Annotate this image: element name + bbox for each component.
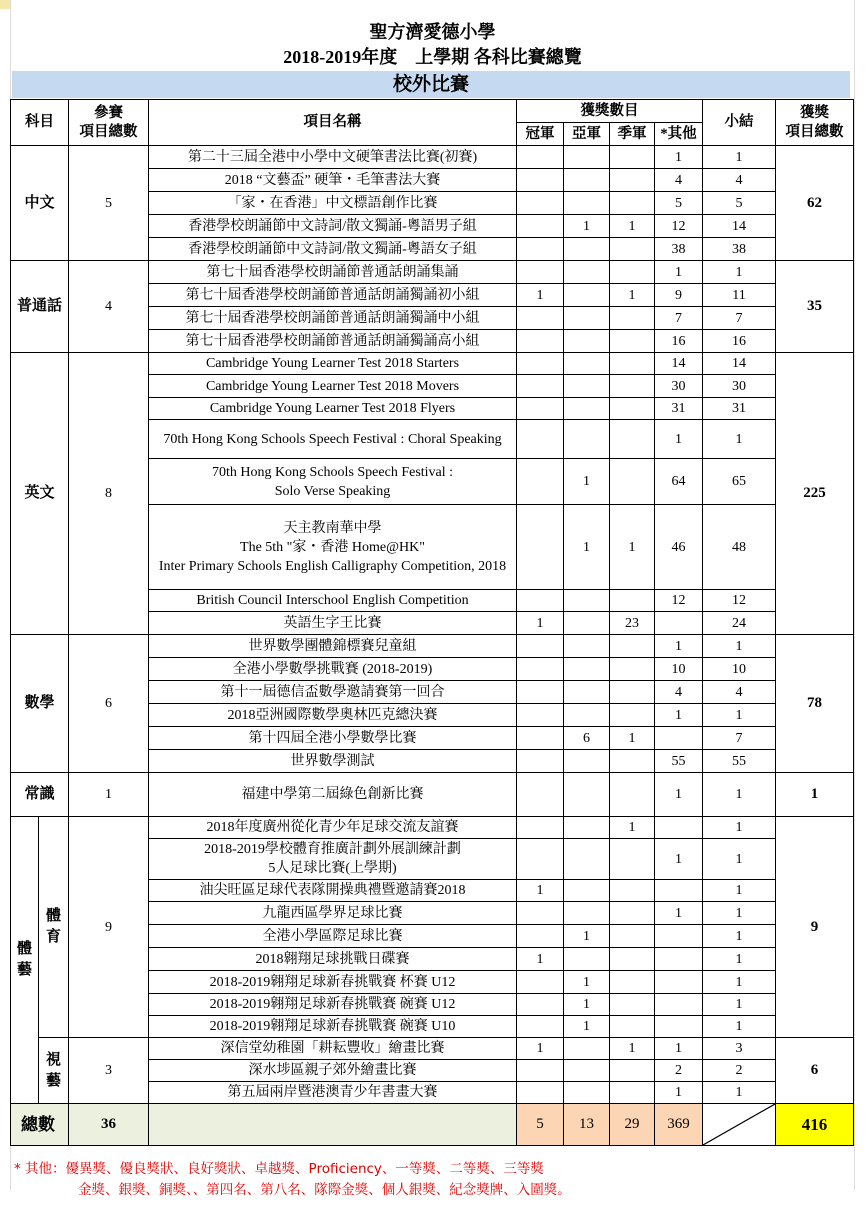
others-count (655, 971, 703, 994)
item-name: 油尖旺區足球代表隊開操典禮暨邀請賽2018 (149, 880, 517, 902)
row-subtotal: 7 (703, 307, 776, 330)
subject-chinese: 中文 (11, 146, 69, 261)
first-runner-up-count: 1 (564, 971, 610, 994)
champion-count: 1 (517, 612, 564, 635)
row-subtotal: 48 (703, 505, 776, 590)
item-name: 英語生字王比賽 (149, 612, 517, 635)
table-row (11, 817, 854, 839)
others-count: 9 (655, 284, 703, 307)
others-count: 4 (655, 681, 703, 704)
item-name: 2018-2019翱翔足球新春挑戰賽 碗賽 U12 (149, 994, 517, 1016)
item-name: 第二十三屆全港中小學中文硬筆書法比賽(初賽) (149, 146, 517, 169)
first-runner-up-count (564, 307, 610, 330)
row-subtotal: 16 (703, 330, 776, 353)
col-champion: 冠軍 (517, 123, 564, 146)
item-name: 2018 “文藝盃” 硬筆・毛筆書法大賽 (149, 169, 517, 192)
first-runner-up-count: 6 (564, 727, 610, 750)
champion-count (517, 1060, 564, 1082)
entries-pe: 9 (69, 817, 149, 1038)
item-name: 福建中學第二屆綠色創新比賽 (149, 773, 517, 817)
first-runner-up-count (564, 902, 610, 925)
others-count: 16 (655, 330, 703, 353)
summary-label: 總數 (11, 1104, 69, 1146)
row-subtotal: 1 (703, 773, 776, 817)
others-count: 38 (655, 238, 703, 261)
subject-arts (11, 817, 39, 1104)
others-count (655, 994, 703, 1016)
first-runner-up-count (564, 330, 610, 353)
item-name: 2018-2019翱翔足球新春挑戰賽 杯賽 U12 (149, 971, 517, 994)
spreadsheet-corner (0, 0, 865, 9)
item-name: 第七十屆香港學校朗誦節普通話朗誦集誦 (149, 261, 517, 284)
summary-champion: 5 (517, 1104, 564, 1146)
item-name (149, 839, 517, 880)
others-count: 55 (655, 750, 703, 773)
awards-total-english: 225 (776, 353, 854, 635)
second-runner-up-count (610, 375, 655, 398)
second-runner-up-count (610, 307, 655, 330)
second-runner-up-count (610, 750, 655, 773)
subject-putonghua: 普通話 (11, 261, 69, 353)
second-runner-up-count: 1 (610, 727, 655, 750)
item-name-line: 2018-2019學校體育推廣計劃外展訓練計劃 (204, 842, 461, 857)
item-name-line: Solo Verse Speaking (274, 483, 391, 499)
second-runner-up-count (610, 948, 655, 971)
summary-second-runner-up: 29 (610, 1104, 655, 1146)
row-subtotal: 1 (703, 704, 776, 727)
row-subtotal: 38 (703, 238, 776, 261)
diagonal-slash (703, 1104, 775, 1145)
col-first-runner-up: 亞軍 (564, 123, 610, 146)
subject-pe-l2: 育 (45, 929, 61, 945)
second-runner-up-count (610, 590, 655, 612)
champion-count (517, 398, 564, 420)
competition-table (10, 99, 854, 1146)
second-runner-up-count (610, 330, 655, 353)
row-subtotal: 1 (703, 902, 776, 925)
col-subtotal: 小結 (703, 100, 776, 146)
item-name: Cambridge Young Learner Test 2018 Movers (149, 375, 517, 398)
table-row (11, 353, 854, 375)
summary-others: 369 (655, 1104, 703, 1146)
champion-count (517, 505, 564, 590)
champion-count (517, 238, 564, 261)
champion-count (517, 307, 564, 330)
item-name: 「家・在香港」中文標語創作比賽 (149, 192, 517, 215)
awards-total-math: 78 (776, 635, 854, 773)
second-runner-up-count (610, 902, 655, 925)
first-runner-up-count (564, 750, 610, 773)
champion-count (517, 635, 564, 658)
item-name: Cambridge Young Learner Test 2018 Flyers (149, 398, 517, 420)
first-runner-up-count: 1 (564, 925, 610, 948)
first-runner-up-count (564, 817, 610, 839)
others-count (655, 1016, 703, 1038)
first-runner-up-count (564, 261, 610, 284)
item-name: 全港小學區際足球比賽 (149, 925, 517, 948)
item-name: 深信堂幼稚園「耕耘豐收」繪畫比賽 (149, 1038, 517, 1060)
table-row (11, 1038, 854, 1060)
second-runner-up-count (610, 238, 655, 261)
second-runner-up-count (610, 169, 655, 192)
item-name: 香港學校朗誦節中文詩詞/散文獨誦-粵語女子組 (149, 238, 517, 261)
row-subtotal: 3 (703, 1038, 776, 1060)
awards-total-pe: 9 (776, 817, 854, 1038)
summary-row (11, 1104, 854, 1146)
col-entries-l2: 項目總數 (79, 123, 138, 140)
row-subtotal: 12 (703, 590, 776, 612)
item-name-line: Inter Primary Schools English Calligraphy Competition, 2018 (158, 558, 507, 574)
second-runner-up-count (610, 635, 655, 658)
awards-total-gs: 1 (776, 773, 854, 817)
others-count (655, 612, 703, 635)
second-runner-up-count (610, 971, 655, 994)
first-runner-up-count (564, 658, 610, 681)
others-count: 14 (655, 353, 703, 375)
second-runner-up-count (610, 880, 655, 902)
others-count: 2 (655, 1060, 703, 1082)
entries-chinese: 5 (69, 146, 149, 261)
item-name: 2018翱翔足球挑戰日碟賽 (149, 948, 517, 971)
champion-count (517, 330, 564, 353)
second-runner-up-count (610, 658, 655, 681)
others-count: 31 (655, 398, 703, 420)
first-runner-up-count (564, 773, 610, 817)
first-runner-up-count (564, 681, 610, 704)
first-runner-up-count (564, 948, 610, 971)
others-count: 1 (655, 635, 703, 658)
others-count: 5 (655, 192, 703, 215)
subject-english: 英文 (11, 353, 69, 635)
col-awards-total-l1: 獲獎 (800, 104, 829, 121)
item-name: 2018-2019翱翔足球新春挑戰賽 碗賽 U10 (149, 1016, 517, 1038)
champion-count (517, 215, 564, 238)
table-body (11, 146, 854, 1146)
second-runner-up-count (610, 420, 655, 459)
item-name: 世界數學團體錦標賽兒童組 (149, 635, 517, 658)
champion-count: 1 (517, 948, 564, 971)
first-runner-up-count (564, 420, 610, 459)
second-runner-up-count: 1 (610, 1038, 655, 1060)
item-name: 2018亞洲國際數學奧林匹克總決賽 (149, 704, 517, 727)
table-row (11, 773, 854, 817)
others-count: 1 (655, 146, 703, 169)
second-runner-up-count (610, 773, 655, 817)
row-subtotal: 1 (703, 948, 776, 971)
champion-count: 1 (517, 880, 564, 902)
second-runner-up-count (610, 146, 655, 169)
subject-math: 數學 (11, 635, 69, 773)
champion-count (517, 839, 564, 880)
champion-count (517, 169, 564, 192)
item-name-line: 天主教南華中學 (283, 520, 382, 536)
item-name: 2018年度廣州從化青少年足球交流友誼賽 (149, 817, 517, 839)
summary-entries: 36 (69, 1104, 149, 1146)
row-subtotal: 1 (703, 971, 776, 994)
second-runner-up-count (610, 1016, 655, 1038)
awards-total-va: 6 (776, 1038, 854, 1104)
second-runner-up-count (610, 839, 655, 880)
row-subtotal: 2 (703, 1060, 776, 1082)
subject-va-l1: 視 (45, 1051, 61, 1068)
others-count: 64 (655, 459, 703, 505)
item-name-line: 5人足球比賽(上學期) (268, 861, 397, 876)
others-count (655, 948, 703, 971)
subject-arts-l2: 藝 (16, 962, 32, 978)
header-row (11, 100, 854, 123)
col-awards-total-l2: 項目總數 (785, 123, 844, 140)
first-runner-up-count (564, 398, 610, 420)
subject-va (39, 1038, 69, 1104)
second-runner-up-count: 23 (610, 612, 655, 635)
item-name: 九龍西區學界足球比賽 (149, 902, 517, 925)
others-count: 1 (655, 1082, 703, 1104)
others-count: 1 (655, 420, 703, 459)
summary-blank (149, 1104, 517, 1146)
first-runner-up-count (564, 192, 610, 215)
col-awards-total (776, 100, 854, 146)
champion-count (517, 1082, 564, 1104)
first-runner-up-count (564, 238, 610, 261)
champion-count (517, 590, 564, 612)
first-runner-up-count (564, 1082, 610, 1104)
row-subtotal: 1 (703, 261, 776, 284)
second-runner-up-count (610, 681, 655, 704)
champion-count (517, 420, 564, 459)
row-subtotal: 1 (703, 146, 776, 169)
others-count: 12 (655, 215, 703, 238)
others-count: 1 (655, 773, 703, 817)
item-name: 全港小學數學挑戰賽 (2018-2019) (149, 658, 517, 681)
item-name: 第五屆兩岸暨港澳青少年書畫大賽 (149, 1082, 517, 1104)
first-runner-up-count (564, 284, 610, 307)
first-runner-up-count (564, 612, 610, 635)
entries-putonghua: 4 (69, 261, 149, 353)
col-awards-group: 獲獎數目 (517, 100, 703, 123)
item-name: 第十四屆全港小學數學比賽 (149, 727, 517, 750)
second-runner-up-count: 1 (610, 505, 655, 590)
col-entries (69, 100, 149, 146)
champion-count (517, 353, 564, 375)
col-subject: 科目 (11, 100, 69, 146)
summary-first-runner-up: 13 (564, 1104, 610, 1146)
awards-total-chinese: 62 (776, 146, 854, 261)
row-subtotal: 5 (703, 192, 776, 215)
summary-grand-total: 416 (776, 1104, 854, 1146)
first-runner-up-count: 1 (564, 505, 610, 590)
champion-count (517, 902, 564, 925)
champion-count (517, 375, 564, 398)
first-runner-up-count: 1 (564, 1016, 610, 1038)
col-item-name: 項目名稱 (149, 100, 517, 146)
item-name: 世界數學測試 (149, 750, 517, 773)
first-runner-up-count (564, 146, 610, 169)
others-count: 1 (655, 1038, 703, 1060)
row-subtotal: 31 (703, 398, 776, 420)
item-name: 第十一屆德信盃數學邀請賽第一回合 (149, 681, 517, 704)
first-runner-up-count (564, 880, 610, 902)
second-runner-up-count (610, 353, 655, 375)
first-runner-up-count (564, 839, 610, 880)
second-runner-up-count (610, 994, 655, 1016)
others-count (655, 727, 703, 750)
school-name: 聖方濟愛德小學 (369, 22, 496, 42)
second-runner-up-count (610, 704, 655, 727)
section-banner: 校外比賽 (12, 71, 850, 98)
table-row (11, 146, 854, 169)
first-runner-up-count (564, 1060, 610, 1082)
subject-gs: 常識 (11, 773, 69, 817)
row-subtotal: 14 (703, 353, 776, 375)
others-count (655, 880, 703, 902)
row-subtotal: 30 (703, 375, 776, 398)
others-count: 30 (655, 375, 703, 398)
item-name: 70th Hong Kong Schools Speech Festival : Choral Speaking (149, 420, 517, 459)
row-subtotal: 65 (703, 459, 776, 505)
col-entries-l1: 參賽 (94, 104, 123, 121)
row-subtotal: 1 (703, 420, 776, 459)
champion-count (517, 681, 564, 704)
others-count: 1 (655, 902, 703, 925)
row-subtotal: 11 (703, 284, 776, 307)
second-runner-up-count (610, 1082, 655, 1104)
others-count: 1 (655, 704, 703, 727)
first-runner-up-count (564, 375, 610, 398)
row-subtotal: 24 (703, 612, 776, 635)
report-title: 2018-2019年度 上學期 各科比賽總覽 (283, 47, 582, 67)
second-runner-up-count (610, 925, 655, 948)
first-runner-up-count (564, 590, 610, 612)
first-runner-up-count (564, 353, 610, 375)
others-count: 46 (655, 505, 703, 590)
item-name: 第七十屆香港學校朗誦節普通話朗誦獨誦中小組 (149, 307, 517, 330)
second-runner-up-count: 1 (610, 284, 655, 307)
row-subtotal: 1 (703, 817, 776, 839)
champion-count (517, 658, 564, 681)
champion-count (517, 192, 564, 215)
footnote-line-2: 金獎、銀獎、銅獎、、第四名、第八名、隊際金獎、個人銀獎、紀念獎牌、入圍獎。 (78, 1182, 571, 1198)
others-count: 4 (655, 169, 703, 192)
champion-count: 1 (517, 284, 564, 307)
champion-count (517, 925, 564, 948)
row-subtotal: 1 (703, 635, 776, 658)
second-runner-up-count (610, 398, 655, 420)
col-others-label: *其他 (660, 125, 697, 142)
entries-va: 3 (69, 1038, 149, 1104)
second-runner-up-count (610, 459, 655, 505)
item-name: 第七十屆香港學校朗誦節普通話朗誦獨誦初小組 (149, 284, 517, 307)
second-runner-up-count: 1 (610, 215, 655, 238)
first-runner-up-count (564, 1038, 610, 1060)
item-name: Cambridge Young Learner Test 2018 Starters (149, 353, 517, 375)
second-runner-up-count: 1 (610, 817, 655, 839)
row-subtotal: 55 (703, 750, 776, 773)
champion-count (517, 750, 564, 773)
others-count (655, 925, 703, 948)
item-name (149, 505, 517, 590)
others-count: 7 (655, 307, 703, 330)
subject-pe-l1: 體 (45, 908, 61, 924)
subject-pe (39, 817, 69, 1038)
row-subtotal: 4 (703, 681, 776, 704)
first-runner-up-count (564, 635, 610, 658)
others-count (655, 817, 703, 839)
entries-gs: 1 (69, 773, 149, 817)
champion-count (517, 773, 564, 817)
item-name: British Council Interschool English Competition (149, 590, 517, 612)
others-count: 12 (655, 590, 703, 612)
item-name-line: The 5th "家・香港 Home@HK" (240, 539, 425, 555)
entries-math: 6 (69, 635, 149, 773)
entries-english: 8 (69, 353, 149, 635)
others-count: 1 (655, 261, 703, 284)
col-second-runner-up: 季軍 (610, 123, 655, 146)
champion-count (517, 971, 564, 994)
grid-line-right (854, 0, 855, 1190)
awards-total-putonghua: 35 (776, 261, 854, 353)
item-name (149, 459, 517, 505)
subject-va-l2: 藝 (45, 1072, 61, 1089)
second-runner-up-count (610, 261, 655, 284)
champion-count (517, 1016, 564, 1038)
row-subtotal: 14 (703, 215, 776, 238)
row-subtotal: 1 (703, 839, 776, 880)
champion-count (517, 261, 564, 284)
item-name: 深水埗區親子郊外繪畫比賽 (149, 1060, 517, 1082)
champion-count (517, 704, 564, 727)
row-subtotal: 1 (703, 994, 776, 1016)
row-subtotal: 7 (703, 727, 776, 750)
first-runner-up-count (564, 169, 610, 192)
first-runner-up-count: 1 (564, 994, 610, 1016)
row-subtotal: 1 (703, 1082, 776, 1104)
footnote-line-1: * 其他：優異獎、優良獎狀、良好獎狀、卓越獎、Proficiency、一等獎、二等獎、三等獎 (14, 1161, 544, 1177)
second-runner-up-count (610, 192, 655, 215)
first-runner-up-count (564, 704, 610, 727)
item-name-line: 70th Hong Kong Schools Speech Festival : (211, 464, 454, 480)
champion-count (517, 459, 564, 505)
champion-count (517, 994, 564, 1016)
first-runner-up-count: 1 (564, 215, 610, 238)
first-runner-up-count: 1 (564, 459, 610, 505)
champion-count (517, 146, 564, 169)
table-row (11, 261, 854, 284)
others-count: 10 (655, 658, 703, 681)
champion-count (517, 727, 564, 750)
row-subtotal: 1 (703, 880, 776, 902)
item-name: 第七十屆香港學校朗誦節普通話朗誦獨誦高小組 (149, 330, 517, 353)
others-count: 1 (655, 839, 703, 880)
col-others (655, 123, 703, 146)
second-runner-up-count (610, 1060, 655, 1082)
summary-subtotal-slash (703, 1104, 776, 1146)
champion-count (517, 817, 564, 839)
item-name: 香港學校朗誦節中文詩詞/散文獨誦-粵語男子組 (149, 215, 517, 238)
row-subtotal: 1 (703, 1016, 776, 1038)
table-row (11, 635, 854, 658)
champion-count: 1 (517, 1038, 564, 1060)
row-subtotal: 1 (703, 925, 776, 948)
row-subtotal: 4 (703, 169, 776, 192)
subject-arts-l1: 體 (16, 941, 32, 957)
row-subtotal: 10 (703, 658, 776, 681)
